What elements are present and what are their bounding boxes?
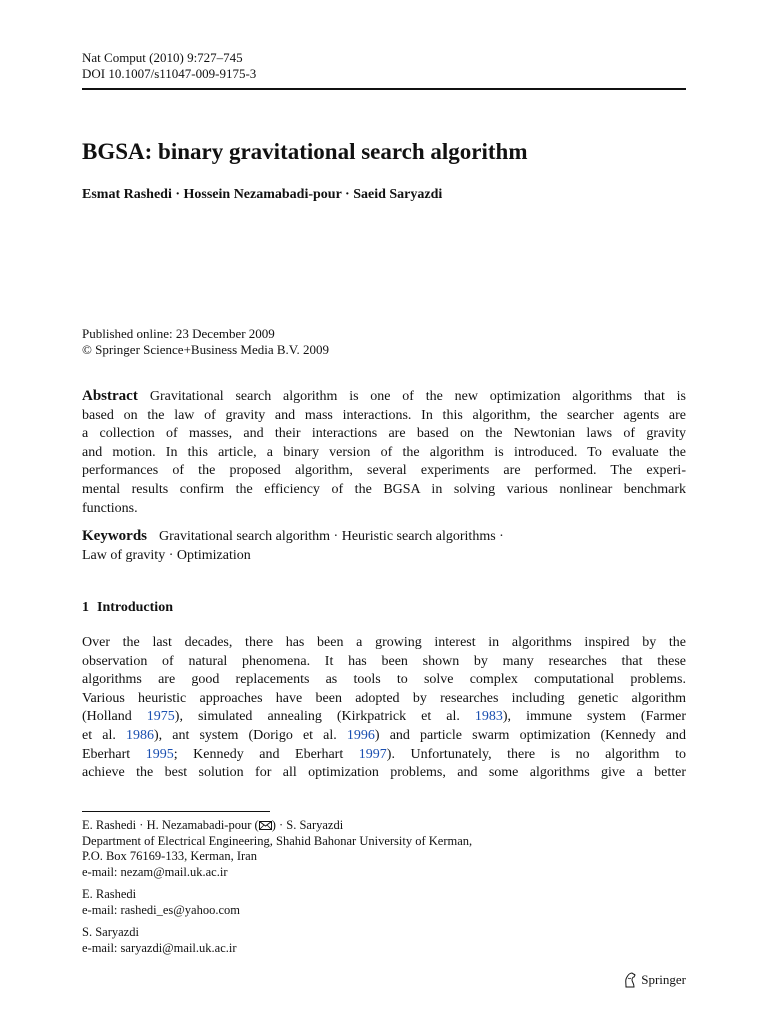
doi: DOI 10.1007/s11047-009-9175-3 [82,66,257,81]
footnote-email: e-mail: rashedi_es@yahoo.com [82,902,240,917]
abstract-line: Gravitational search algorithm is one of the new optimization algorithms that is [149,389,686,404]
footnote-affiliation [82,818,472,880]
journal-citation: Nat Comput (2010) 9:727–745 [82,50,243,65]
intro-line [82,746,686,765]
citation-link-kennedy-1995[interactable]: 1995 [145,746,174,762]
text-run: (Holland [82,709,147,725]
keywords-label: Keywords [82,528,147,544]
citation-link-kirkpatrick-1983[interactable]: 1983 [474,709,503,725]
keywords-line: Gravitational search algorithm · Heuristic search algorithms · [159,529,504,544]
text-run: ), simulated annealing (Kirkpatrick et al. [174,709,475,725]
intro-line [82,727,686,746]
keywords-line: Law of gravity · Optimization [82,547,251,563]
footnote-author-block [82,887,472,918]
text-run: ; Kennedy and Eberhart [173,746,359,762]
keywords [82,527,686,565]
text-run: ) · S. Saryazdi [271,818,344,832]
footnote-department: Department of Electrical Engineering, Shahid Bahonar University of Kerman, [82,833,473,848]
abstract [82,387,686,518]
springer-horse-icon [623,972,637,988]
text-run: ), ant system (Dorigo et al. [153,727,347,743]
author-footnotes [82,818,472,963]
abstract-line: functions. [82,500,138,516]
published-date: Published online: 23 December 2009 [82,326,275,341]
footnote-email: e-mail: nezam@mail.uk.ac.ir [82,864,228,879]
journal-reference [82,50,256,82]
envelope-icon [259,821,272,830]
intro-line: Various heuristic approaches have been adopted by researches including genetic algorithm [82,690,686,706]
footnote-rule [82,811,270,812]
section-title: Introduction [97,600,173,615]
abstract-line: based on the law of gravity and mass interactions. In this algorithm, the searcher agents are [82,407,686,423]
abstract-label: Abstract [82,388,138,404]
text-run: E. Rashedi · H. Nezamabadi-pour ( [82,818,259,832]
text-run: ). Unfortunately, there is no algorithm to [386,746,686,762]
publication-info [82,326,329,358]
introduction-paragraph [82,634,686,783]
citation-link-kennedy-1997[interactable]: 1997 [358,746,387,762]
abstract-line: and motion. In this article, a binary version of the algorithm is introduced. To evaluate the [82,444,686,460]
abstract-line: performances of the proposed algorithm, several experiments are performed. The experi- [82,463,686,479]
intro-line: Over the last decades, there has been a growing interest in algorithms inspired by the [82,635,686,650]
author-list: Esmat Rashedi · Hossein Nezamabadi-pour · Saeid Saryazdi [82,187,443,202]
copyright: © Springer Science+Business Media B.V. 2009 [82,342,329,357]
footnote-address: P.O. Box 76169-133, Kerman, Iran [82,849,257,863]
footnote-authors [82,818,472,834]
footnote-author-name: E. Rashedi [82,887,137,901]
text-run: ) and particle swarm optimization (Kennedy and [374,727,687,743]
intro-line: algorithms are good replacements as tools to solve complex computational problems. [82,672,686,688]
paper-title: BGSA: binary gravitational search algorithm [82,139,528,164]
header-rule [82,88,686,90]
publisher-logo [623,972,686,988]
text-run: Eberhart [82,746,146,762]
citation-link-farmer-1986[interactable]: 1986 [125,727,154,743]
intro-line: observation of natural phenomena. It has been shown by many researches that these [82,653,686,669]
text-run: et al. [82,727,126,743]
text-run: ), immune system (Farmer [502,709,686,725]
footnote-author-name: S. Saryazdi [82,925,139,939]
publisher-name: Springer [641,972,686,987]
footnote-email: e-mail: saryazdi@mail.uk.ac.ir [82,940,237,955]
intro-line [82,708,686,727]
intro-line: achieve the best solution for all optimization problems, and some algorithms give a better [82,765,686,781]
citation-link-dorigo-1996[interactable]: 1996 [346,727,375,743]
abstract-line: a collection of masses, and their interactions are based on the Newtonian laws of gravity [82,426,686,442]
abstract-line: mental results confirm the efficiency of the BGSA in solving various nonlinear benchmark [82,481,686,497]
section-number: 1 [82,600,89,615]
section-heading [82,599,173,617]
citation-link-holland-1975[interactable]: 1975 [146,709,175,725]
footnote-author-block [82,925,472,956]
